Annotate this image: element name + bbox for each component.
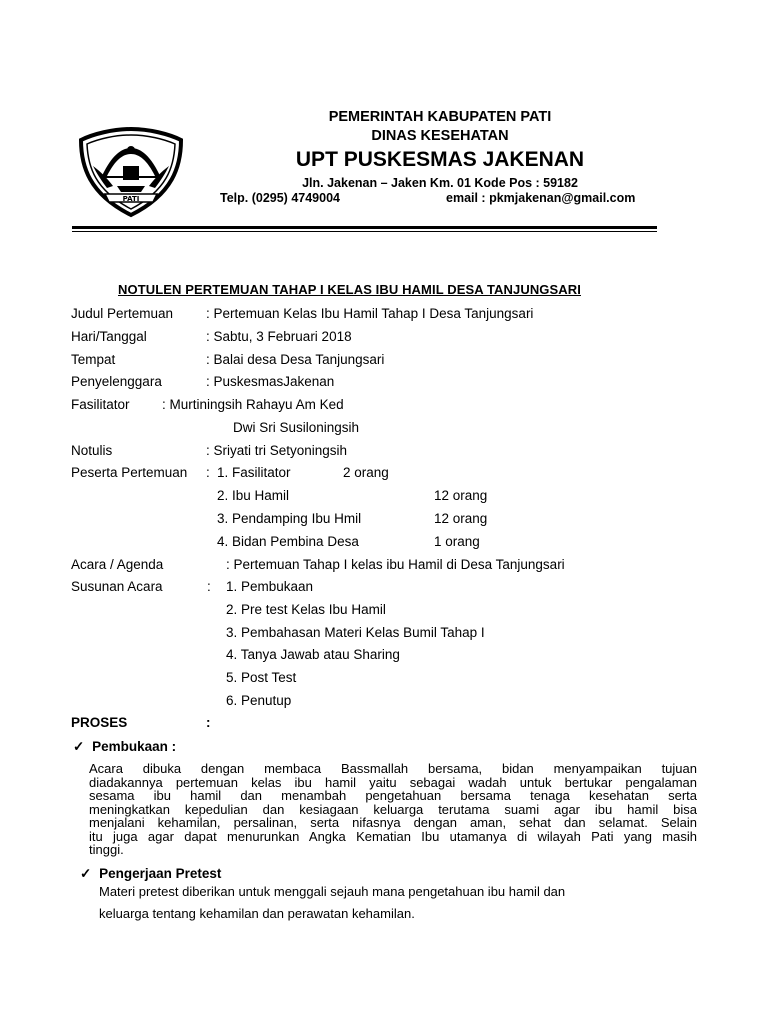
field-label: Peserta Pertemuan [71,465,188,480]
peserta-item-name: 1. Fasilitator [217,465,291,480]
susunan-item: 1. Pembukaan [226,579,314,594]
paragraph-line: menjalani kehamilan, persalinan, serta nifasnya dengan aman, sehat dan selamat. Selain [89,815,697,830]
paragraph-line: sesama ibu hamil dan menambah pengetahuan bersama tenaga kesehatan serta [89,788,697,803]
document-title: NOTULEN PERTEMUAN TAHAP I KELAS IBU HAMIL DESA TANJUNGSARI [118,282,581,297]
email-address: email : pkmjakenan@gmail.com [446,191,636,205]
pretest-title: Pengerjaan Pretest [99,866,222,881]
field-label: Susunan Acara [71,579,163,594]
peserta-item-count: 12 orang [434,511,488,526]
peserta-item-count: 12 orang [434,488,488,503]
field-label: Penyelenggara [71,374,162,389]
field-separator: : [206,465,210,480]
paragraph-line: Acara dibuka dengan membaca Bassmallah bersama, bidan menyampaikan tujuan [89,761,697,776]
institution-name: UPT PUSKESMAS JAKENAN [295,148,585,171]
field-tempat [71,352,385,367]
peserta-item-name: 4. Bidan Pembina Desa [217,534,359,549]
peserta-item-count: 1 orang [434,534,480,549]
pembukaan-heading [73,739,176,755]
government-name: PEMERINTAH KABUPATEN PATI [328,109,552,125]
field-hari-tanggal [71,329,352,344]
letterhead-divider-thick [72,226,657,229]
field-value: : Pertemuan Tahap I kelas ibu Hamil di Desa Tanjungsari [226,557,565,572]
susunan-item: 6. Penutup [226,693,292,708]
field-label: Hari/Tanggal [71,329,147,344]
check-icon: ✓ [80,866,92,881]
pati-regency-logo [77,126,185,218]
field-value: : Murtiningsih Rahayu Am Ked [162,397,344,412]
field-label: Notulis [71,443,113,458]
pembukaan-title: Pembukaan : [92,739,177,754]
pretest-line: keluarga tentang kehamilan dan perawatan kehamilan. [99,906,415,921]
peserta-item-name: 2. Ibu Hamil [217,488,290,503]
field-notulis [71,443,348,458]
field-value: : Balai desa Desa Tanjungsari [206,352,385,367]
check-icon: ✓ [73,739,85,754]
field-susunan [71,579,314,594]
field-label: Judul Pertemuan [71,306,174,321]
field-penyelenggara [71,374,335,389]
field-value: : Sabtu, 3 Februari 2018 [206,329,352,344]
field-value: Dwi Sri Susiloningsih [233,420,360,435]
proses-separator: : [206,715,211,730]
field-peserta [71,465,389,480]
svg-text:PATI: PATI [122,195,140,203]
field-acara [71,557,565,572]
field-judul [71,306,534,321]
paragraph-line: itu juga agar dapat menurunkan Angka Kematian Ibu utamanya di wilayah Pati yang masih [89,828,697,844]
peserta-item-count: 2 orang [343,465,389,480]
field-value: : Sriyati tri Setyoningsih [206,443,348,458]
paragraph-line: diadakannya pertemuan kelas ibu hamil yaitu sebagai wadah untuk bertukar pengalaman [89,774,697,790]
susunan-item: 2. Pre test Kelas Ibu Hamil [226,602,386,617]
department-name: DINAS KESEHATAN [371,128,509,144]
susunan-item: 4. Tanya Jawab atau Sharing [226,647,400,662]
pretest-line: Materi pretest diberikan untuk menggali sejauh mana pengetahuan ibu hamil dan [99,884,566,899]
paragraph-line: meningkatkan kepedulian dan kesiagaan keluarga terutama suami agar ibu hamil bisa [89,801,697,817]
field-separator: : [207,579,211,594]
field-label: Tempat [71,352,116,367]
peserta-item-name: 3. Pendamping Ibu Hmil [217,511,362,526]
address: Jln. Jakenan – Jaken Km. 01 Kode Pos : 59182 [302,176,578,190]
field-label: Acara / Agenda [71,557,164,572]
proses-heading [71,715,211,730]
field-fasilitator [71,397,344,412]
paragraph-line: tinggi. [89,842,124,857]
field-value: : PuskesmasJakenan [206,374,335,389]
pretest-heading [80,866,221,882]
field-label: Fasilitator [71,397,130,412]
susunan-item: 3. Pembahasan Materi Kelas Bumil Tahap I [226,625,485,640]
phone-number: Telp. (0295) 4749004 [220,191,340,205]
pembukaan-paragraph [89,762,697,857]
field-value: : Pertemuan Kelas Ibu Hamil Tahap I Desa Tanjungsari [206,306,534,321]
susunan-item: 5. Post Test [226,670,297,685]
proses-label: PROSES [71,715,128,730]
letterhead-divider-thin [72,231,657,232]
